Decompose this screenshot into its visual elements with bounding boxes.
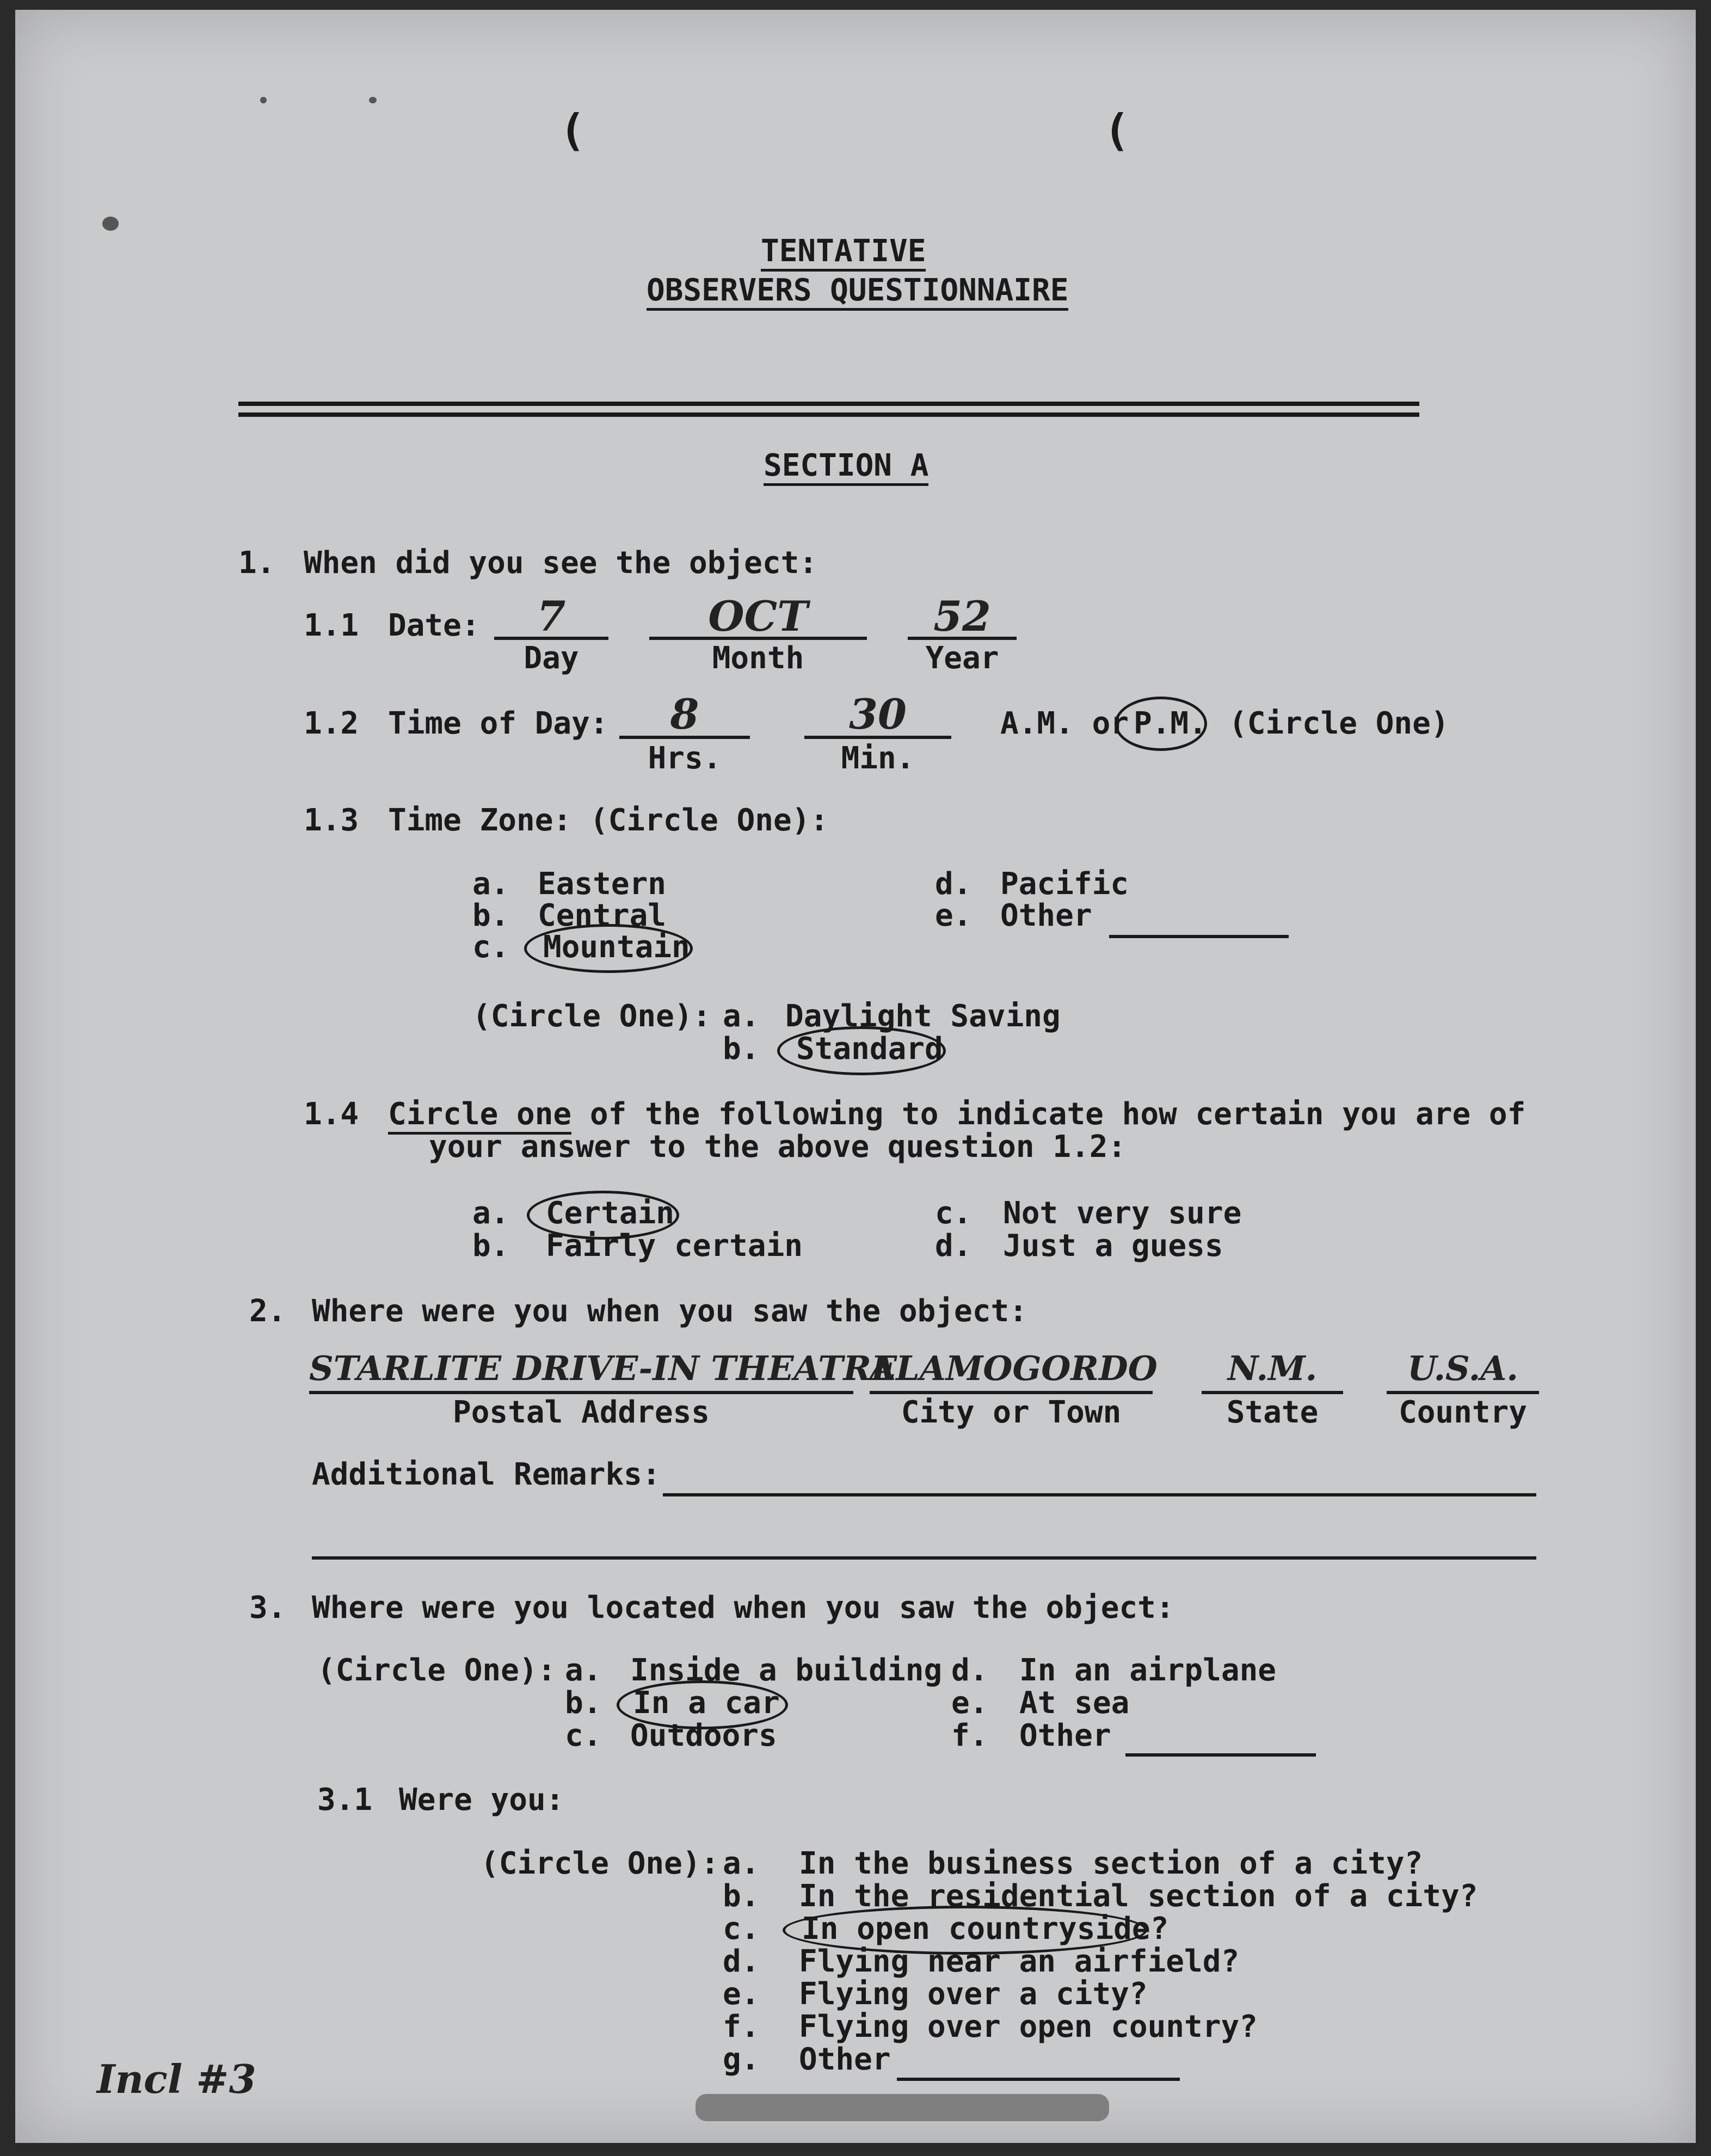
q3-text: Where were you located when you saw the object:	[312, 1590, 1174, 1625]
certainty-a-key: a.	[472, 1196, 509, 1231]
zone-e-key: e.	[935, 898, 972, 933]
dst-standard-option[interactable]: Standard	[796, 1031, 943, 1067]
q3-b-key: b.	[565, 1685, 602, 1721]
ink-smudge	[102, 217, 119, 231]
q3-1-d-key: d.	[723, 1944, 760, 1979]
q3-circle-label: (Circle One):	[317, 1653, 556, 1688]
state-line	[1202, 1391, 1343, 1394]
certainty-c-key: c.	[935, 1196, 972, 1231]
country-line	[1387, 1391, 1539, 1394]
time-circle-note: (Circle One)	[1229, 706, 1449, 741]
q1-1-number: 1.1	[304, 608, 359, 643]
date-year-value[interactable]: 52	[933, 592, 991, 640]
zone-central-option[interactable]: Central	[538, 898, 667, 933]
standard-circle-mark	[777, 1026, 946, 1075]
q3-1-overcity-option[interactable]: Flying over a city?	[799, 1976, 1148, 2012]
q3-1-opencountry-option[interactable]: Flying over open country?	[799, 2009, 1258, 2044]
certainty-fairly-option[interactable]: Fairly certain	[546, 1228, 803, 1264]
date-label: Date:	[388, 608, 480, 643]
paren-mark: (	[1104, 105, 1130, 156]
header-rule	[238, 412, 1419, 417]
q3-1-airfield-option[interactable]: Flying near an airfield?	[799, 1944, 1240, 1979]
date-month-label: Month	[712, 640, 804, 676]
state-value[interactable]: N.M.	[1227, 1348, 1318, 1388]
q3-a-key: a.	[565, 1653, 602, 1688]
q3-1-other-line	[897, 2078, 1180, 2081]
q3-outdoors-option[interactable]: Outdoors	[630, 1718, 777, 1753]
certainty-instruction-line2: your answer to the above question 1.2:	[429, 1129, 1127, 1165]
time-min-label: Min.	[841, 741, 915, 776]
q1-2-number: 1.2	[304, 706, 359, 741]
q3-1-business-option[interactable]: In the business section of a city?	[799, 1846, 1423, 1881]
time-label: Time of Day:	[388, 706, 608, 741]
time-min-line	[804, 736, 951, 739]
zone-mountain-option[interactable]: Mountain	[543, 929, 690, 965]
remarks-line-1[interactable]	[663, 1493, 1536, 1496]
q3-1-countryside-option[interactable]: In open countryside?	[802, 1911, 1169, 1946]
q3-1-c-key: c.	[723, 1911, 760, 1946]
q3-airplane-option[interactable]: In an airplane	[1019, 1653, 1277, 1688]
date-month-line	[649, 637, 867, 640]
date-month-value[interactable]: OCT	[708, 592, 808, 640]
certainty-instruction	[388, 1097, 1525, 1132]
remarks-line-2[interactable]	[312, 1556, 1536, 1560]
q2-text: Where were you when you saw the object:	[312, 1293, 1027, 1329]
q3-1-number: 3.1	[317, 1782, 373, 1818]
dst-circle-label: (Circle One):	[472, 999, 711, 1034]
time-pm-option[interactable]: P.M.	[1134, 706, 1207, 741]
city-label: City or Town	[901, 1395, 1122, 1430]
q1-4-number: 1.4	[304, 1097, 359, 1132]
city-value[interactable]: ALAMOGORDO	[870, 1348, 1158, 1388]
header-subtitle: OBSERVERS QUESTIONNAIRE	[647, 273, 1068, 311]
redaction-smudge	[696, 2094, 1109, 2121]
mountain-circle-mark	[524, 924, 693, 973]
q3-1-residential-option[interactable]: In the residential section of a city?	[799, 1878, 1478, 1914]
certainty-certain-option[interactable]: Certain	[546, 1196, 675, 1231]
q3-1-label: Were you:	[399, 1782, 564, 1818]
time-hrs-value[interactable]: 8	[670, 690, 699, 738]
time-hrs-line	[619, 736, 750, 739]
address-label: Postal Address	[452, 1395, 710, 1430]
country-label: Country	[1398, 1395, 1527, 1430]
address-line	[309, 1391, 853, 1394]
zone-other-line	[1109, 935, 1289, 938]
city-line	[870, 1391, 1153, 1394]
q3-number: 3.	[249, 1590, 286, 1625]
q3-1-g-key: g.	[723, 2042, 760, 2077]
certainty-d-key: d.	[935, 1228, 972, 1264]
q2-number: 2.	[249, 1293, 286, 1329]
state-label: State	[1226, 1395, 1319, 1430]
certainty-guess-option[interactable]: Just a guess	[1003, 1228, 1223, 1264]
questionnaire-page	[15, 10, 1696, 2143]
time-min-value[interactable]: 30	[849, 690, 907, 738]
zone-label: Time Zone: (Circle One):	[388, 803, 829, 838]
country-value[interactable]: U.S.A.	[1407, 1348, 1518, 1388]
dst-a-key: a.	[723, 999, 760, 1034]
q3-f-key: f.	[951, 1718, 988, 1753]
time-hrs-label: Hrs.	[648, 741, 722, 776]
q3-other-line	[1125, 1753, 1316, 1757]
q3-other-option[interactable]: Other	[1019, 1718, 1111, 1753]
ink-smudge	[369, 97, 377, 103]
q3-d-key: d.	[951, 1653, 988, 1688]
zone-pacific-option[interactable]: Pacific	[1000, 866, 1129, 902]
header-rule	[238, 402, 1419, 406]
dst-daylight-option[interactable]: Daylight Saving	[785, 999, 1061, 1034]
date-day-value[interactable]: 7	[537, 592, 566, 640]
certainty-notsure-option[interactable]: Not very sure	[1003, 1196, 1242, 1231]
zone-a-key: a.	[472, 866, 509, 902]
section-title: SECTION A	[764, 448, 928, 486]
certainty-b-key: b.	[472, 1228, 509, 1264]
q3-1-other-option[interactable]: Other	[799, 2042, 891, 2077]
dst-b-key: b.	[723, 1031, 760, 1067]
time-am-option[interactable]: A.M. or	[1000, 706, 1129, 741]
q3-sea-option[interactable]: At sea	[1019, 1685, 1130, 1721]
address-value[interactable]: STARLITE DRIVE-IN THEATRE	[309, 1348, 897, 1388]
certainty-instruction-rest: of the following to indicate how certain you are of	[571, 1097, 1526, 1132]
q1-text: When did you see the object:	[304, 545, 818, 581]
q3-1-circle-label: (Circle One):	[481, 1846, 719, 1881]
q3-1-a-key: a.	[723, 1846, 760, 1881]
date-day-line	[494, 637, 608, 640]
remarks-label: Additional Remarks:	[312, 1457, 661, 1492]
pm-circle-mark	[1115, 697, 1207, 751]
header-title: TENTATIVE	[761, 234, 926, 272]
ink-smudge	[260, 97, 267, 103]
q3-1-f-key: f.	[723, 2009, 760, 2044]
circle-one-emphasis: Circle one	[388, 1097, 571, 1135]
q3-building-option[interactable]: Inside a building	[630, 1653, 943, 1688]
zone-c-key: c.	[472, 929, 509, 965]
zone-other-option[interactable]: Other	[1000, 898, 1092, 933]
date-day-label: Day	[524, 640, 579, 676]
q1-number: 1.	[238, 545, 275, 581]
q3-e-key: e.	[951, 1685, 988, 1721]
q3-1-e-key: e.	[723, 1976, 760, 2012]
date-year-line	[908, 637, 1017, 640]
enclosure-note: Incl #3	[97, 2056, 256, 2102]
zone-eastern-option[interactable]: Eastern	[538, 866, 667, 902]
q3-car-option[interactable]: In a car	[633, 1685, 780, 1721]
date-year-label: Year	[925, 640, 999, 676]
q1-3-number: 1.3	[304, 803, 359, 838]
zone-b-key: b.	[472, 898, 509, 933]
paren-mark: (	[559, 105, 586, 156]
q3-c-key: c.	[565, 1718, 602, 1753]
zone-d-key: d.	[935, 866, 972, 902]
q3-1-b-key: b.	[723, 1878, 760, 1914]
